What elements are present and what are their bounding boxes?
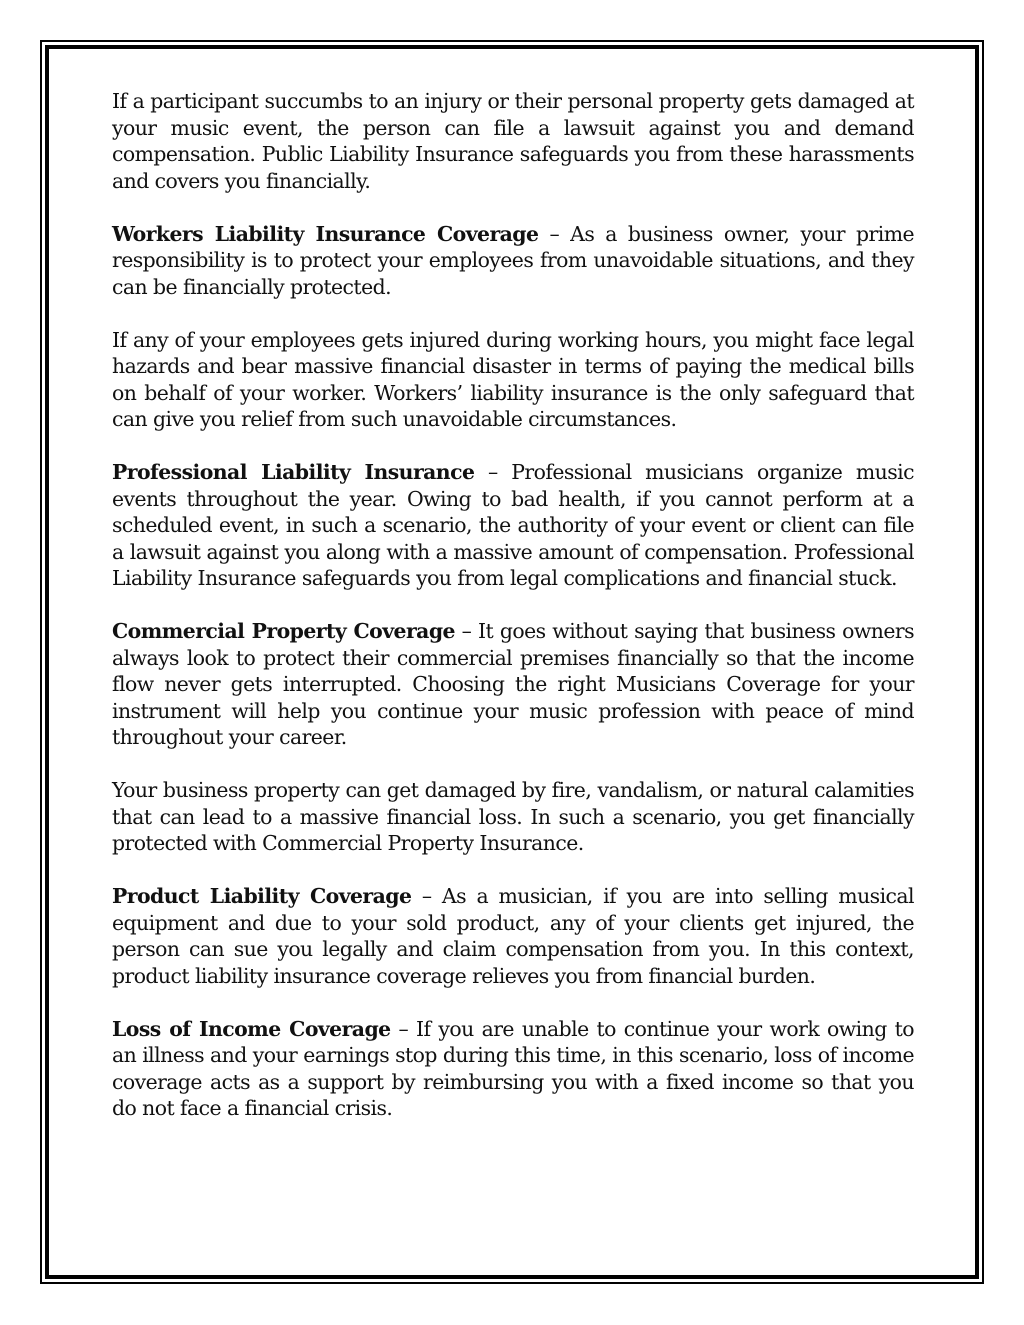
paragraph-text: – If you are unable to continue your work owing to an illness and your earnings stop during this time, in this scenario, loss of income coverage acts as a support by reimbursing you with a fixed income so that you do not face a financial crisis. (112, 1016, 914, 1120)
paragraph-heading: Loss of Income Coverage (112, 1016, 391, 1041)
paragraph-business-property (112, 777, 914, 857)
paragraph-employee-injury (112, 327, 914, 433)
paragraph-text: If any of your employees gets injured during working hours, you might face legal hazards and bear massive financial disaster in terms of paying the medical bills on behalf of your worker. Workers’ liability insurance is the only safeguard that can give you relief from such unavoidable circumstances. (112, 327, 914, 431)
paragraph-loss-of-income (112, 1016, 914, 1122)
paragraph-professional-liability (112, 459, 914, 592)
paragraph-heading: Commercial Property Coverage (112, 619, 455, 643)
paragraph-heading: Product Liability Coverage (112, 884, 412, 908)
paragraph-public-liability (112, 88, 914, 194)
paragraph-text: – Professional musicians organize music events throughout the year. Owing to bad health, if you cannot perform at a scheduled event, in such a scenario, the authority of your event or client can file a lawsuit against you along with a massive amount of compensation. Professional Liability Insurance safeguards you from legal complications and financial stuck. (112, 460, 914, 590)
paragraph-text: If a participant succumbs to an injury or their personal property gets damaged at your music event, the person can file a lawsuit against you and demand compensation. Public Liability Insurance safeguards you from these harassments and covers you financially. (112, 89, 914, 193)
paragraph-text: – As a musician, if you are into selling musical equipment and due to your sold product, any of your clients get injured, the person can sue you legally and claim compensation from you. In this context, product liability insurance coverage relieves you from financial burden. (112, 884, 914, 988)
paragraph-heading: Workers Liability Insurance Coverage (112, 221, 539, 246)
paragraph-workers-liability (112, 221, 914, 301)
paragraph-text: – It goes without saying that business owners always look to protect their commercial premises financially so that the income flow never gets interrupted. Choosing the right Musicians Coverage for your instrument will help you continue your music profession with peace of mind throughout your career. (112, 619, 914, 749)
paragraph-text: – As a business owner, your prime responsibility is to protect your employees from unavoidable situations, and they can be financially protected. (112, 221, 915, 299)
paragraph-product-liability (112, 883, 914, 989)
document-body (112, 88, 914, 1148)
paragraph-heading: Professional Liability Insurance (112, 460, 475, 484)
paragraph-commercial-property (112, 618, 914, 751)
paragraph-text: Your business property can get damaged by fire, vandalism, or natural calamities that can lead to a massive financial loss. In such a scenario, you get financially protected with Commercial Property Insurance. (112, 778, 914, 855)
